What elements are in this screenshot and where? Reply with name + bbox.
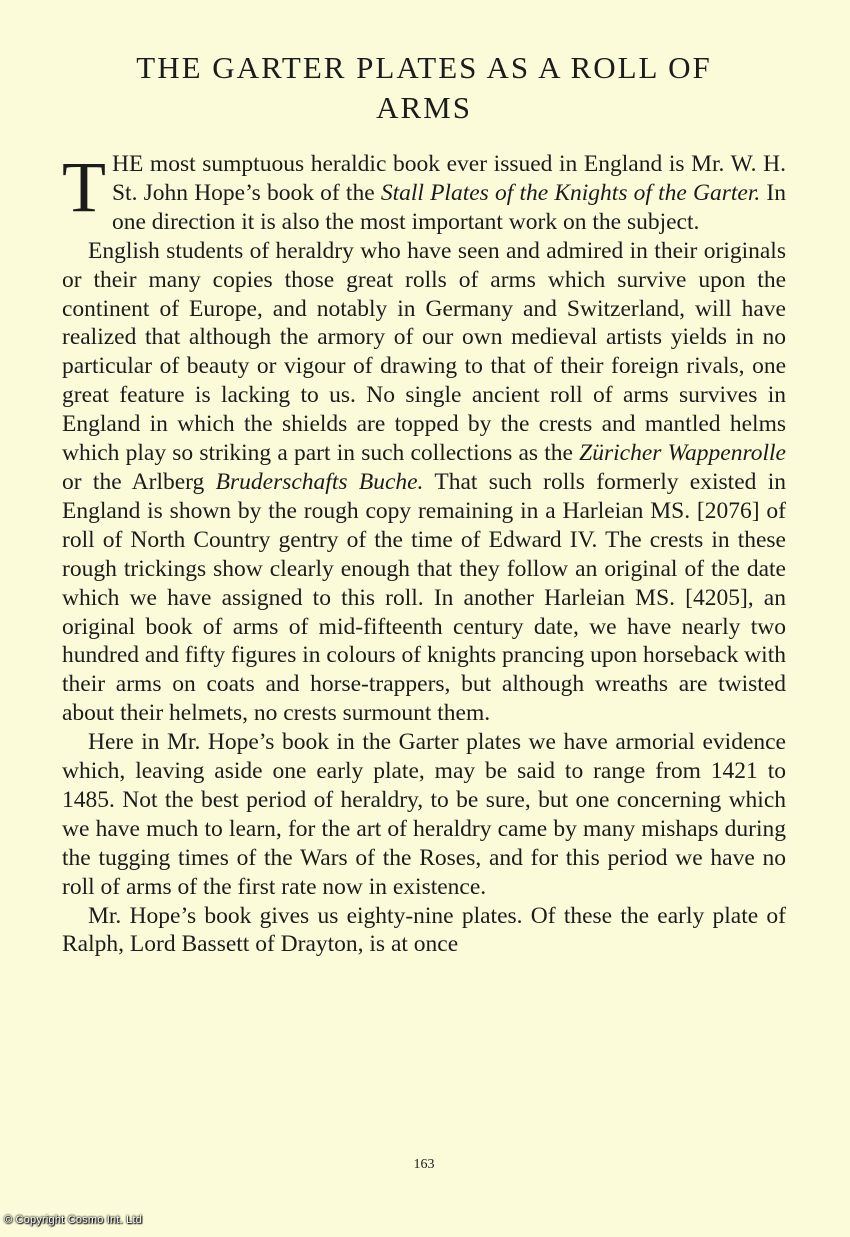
title-line-2: ARMS bbox=[376, 90, 472, 125]
paragraph-2-text-b: or the Arlberg bbox=[62, 468, 216, 495]
title-line-1: THE GARTER PLATES AS A ROLL OF bbox=[136, 50, 712, 85]
copyright-watermark: © Copyright Cosmo Int. Ltd bbox=[4, 1214, 143, 1226]
paragraph-2-italic-b: Bruderschafts Buche. bbox=[215, 468, 424, 495]
page bbox=[62, 0, 786, 1237]
paragraph-1-text-a: HE most sumptuous heraldic book ever issued in England is Mr. W. H. St. John Hope’s book of the bbox=[111, 151, 786, 206]
paragraph-2-text-a: English students of heraldry who have seen and admired in their originals or their many copies those great rolls of arms which survive upon the continent of Europe, and notably in Germany and Switzerland, will have realized that although the armory of our own medieval artists yields in no particular of beauty or vigour of drawing to that of their foreign rivals, one great feature is lacking to us. No single ancient roll of arms survives in England in which the shields are topped by the crests and mantled helms which play so striking a part in such collections as the bbox=[62, 237, 786, 467]
paragraph-4: Mr. Hope’s book gives us eighty-nine plates. Of these the early plate of Ralph, Lord Bassett of Drayton, is at once bbox=[62, 902, 786, 958]
paragraph-2-italic-a: Züricher Wappenrolle bbox=[579, 440, 786, 467]
paragraph-2-text-c: That such rolls formerly existed in England is shown by the rough copy remaining in a Harleian MS. [2076] of roll of North Country gentry of the time of Edward IV. The crests in these rough trickings show clearly enough that they follow an original of the date which we have assigned to this roll. In another Harleian MS. [4205], an original book of arms of mid-fifteenth century date, we have nearly two hundred and fifty figures in colours of knights prancing upon horseback with their arms on coats and horse-trappers, but although wreaths are twisted about their helmets, no crests surmount them. bbox=[62, 468, 786, 727]
paragraph-2 bbox=[62, 237, 786, 728]
paragraph-3: Here in Mr. Hope’s book in the Garter plates we have armorial evidence which, leaving aside one early plate, may be said to range from 1421 to 1485. Not the best period of heraldry, to be sure, but one concerning which we have much to learn, for the art of heraldry came by many mishaps during the tugging times of the Wars of the Roses, and for this period we have no roll of arms of the first rate now in existence. bbox=[62, 729, 786, 900]
body-text bbox=[62, 147, 787, 959]
drop-cap: T bbox=[62, 147, 106, 227]
paragraph-1-text-b: In one direction it is also the most important work on the subject. bbox=[111, 179, 787, 235]
paragraph-1-italic-title: Stall Plates of the Knights of the Garter. bbox=[380, 179, 761, 206]
page-number: 163 bbox=[413, 1157, 435, 1172]
paragraph-1 bbox=[62, 147, 787, 237]
page-title bbox=[62, 48, 786, 128]
